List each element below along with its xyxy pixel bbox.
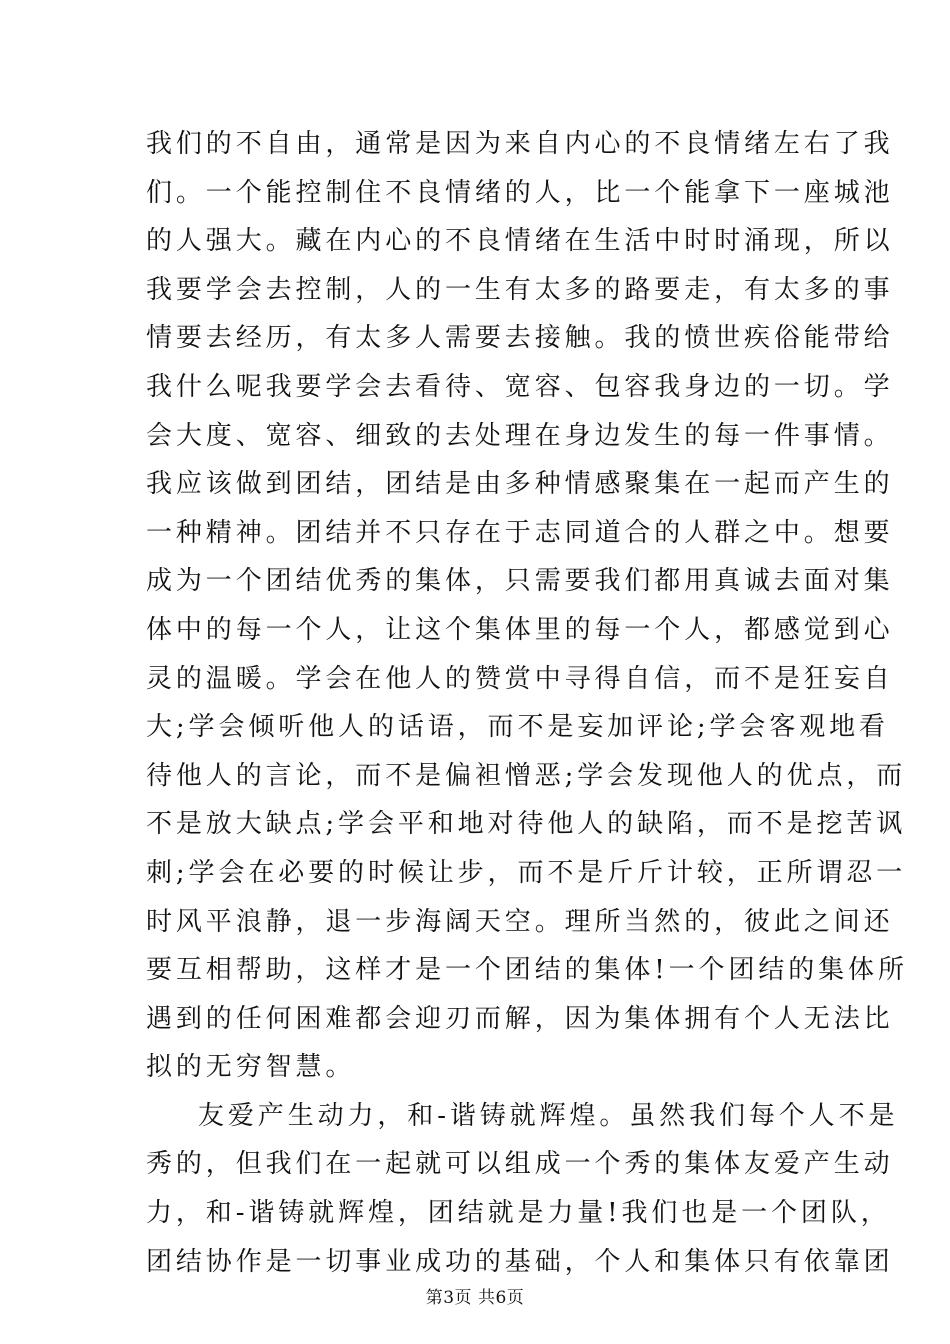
text-line: 会大度、宽容、细致的去处理在身边发生的每一件事情。 [146, 420, 894, 451]
text-line: 力，和-谐铸就辉煌，团结就是力量!我们也是一个团队， [146, 1198, 891, 1229]
page-footer: 第3页 共6页 [425, 1288, 525, 1308]
text-line: 的人强大。藏在内心的不良情绪在生活中时时涌现，所以 [146, 226, 894, 257]
text-line: 们。一个能控制住不良情绪的人，比一个能拿下一座城池 [146, 177, 894, 208]
text-line: 要互相帮助，这样才是一个团结的集体!一个团结的集体所 [146, 955, 908, 986]
text-line: 我们的不自由，通常是因为来自内心的不良情绪左右了我 [146, 129, 894, 159]
text-line: 情要去经历，有太多人需要去接触。我的愤世疾俗能带给 [146, 323, 894, 354]
text-line: 时风平浪静，退一步海阔天空。理所当然的，彼此之间还 [146, 906, 894, 937]
text-line: 大;学会倾听他人的话语，而不是妄加评论;学会客观地看 [146, 712, 889, 743]
body-text [146, 120, 908, 1286]
text-line: 秀的，但我们在一起就可以组成一个秀的集体友爱产生动 [146, 1149, 894, 1180]
text-line: 待他人的言论，而不是偏袒憎恶;学会发现他人的优点，而 [146, 760, 907, 791]
text-line: 一种精神。团结并不只存在于志同道合的人群之中。想要 [146, 517, 894, 548]
text-line: 不是放大缺点;学会平和地对待他人的缺陷，而不是挖苦讽 [146, 809, 907, 840]
text-line: 我要学会去控制，人的一生有太多的路要走，有太多的事 [146, 274, 894, 305]
text-line: 拟的无穷智慧。 [146, 1052, 356, 1083]
text-line: 遇到的任何困难都会迎刃而解，因为集体拥有个人无法比 [146, 1003, 894, 1034]
text-line: 灵的温暖。学会在他人的赞赏中寻得自信，而不是狂妄自 [146, 663, 894, 694]
text-line: 我应该做到团结，团结是由多种情感聚集在一起而产生的 [146, 469, 894, 500]
text-line: 成为一个团结优秀的集体，只需要我们都用真诚去面对集 [146, 566, 894, 597]
text-line: 刺;学会在必要的时候让步，而不是斤斤计较，正所谓忍一 [146, 857, 907, 888]
paragraph-start-line: 友爱产生动力，和-谐铸就辉煌。虽然我们每个人不是 [198, 1100, 899, 1131]
text-line: 体中的每一个人，让这个集体里的每一个人，都感觉到心 [146, 614, 894, 645]
text-line: 团结协作是一切事业成功的基础，个人和集体只有依靠团 [146, 1246, 894, 1277]
text-line: 我什么呢我要学会去看待、宽容、包容我身边的一切。学 [146, 371, 894, 402]
